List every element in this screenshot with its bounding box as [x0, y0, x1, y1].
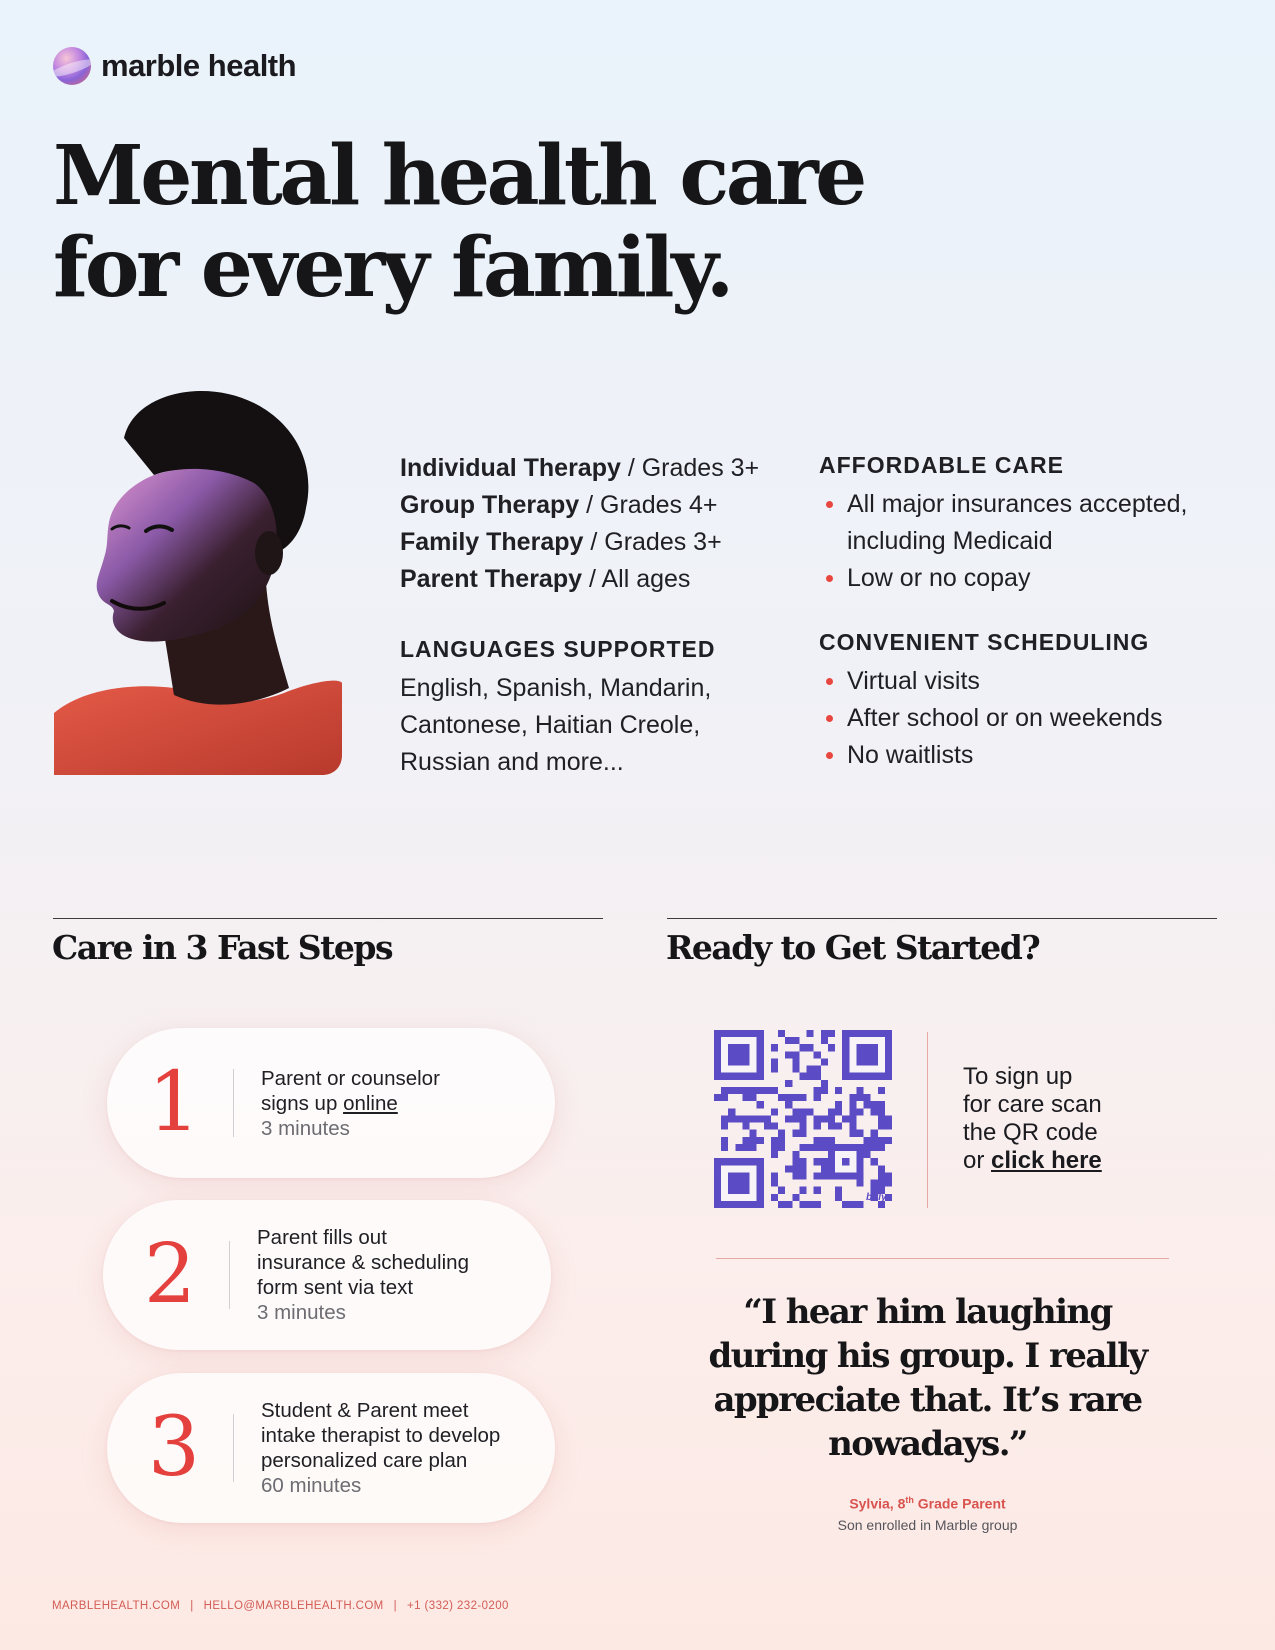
signup-text: To sign up for care scan the QR code or click here [963, 1063, 1102, 1174]
therapy-info [400, 450, 800, 781]
step-description: Student & Parent meet intake therapist to develop personalized care plan 60 minutes [261, 1399, 501, 1497]
divider [716, 1258, 1169, 1259]
footer-phone: +1 (332) 232-0200 [407, 1600, 509, 1612]
therapy-group: Group Therapy / Grades 4+ [400, 491, 718, 519]
languages-line: English, Spanish, Mandarin, [400, 674, 712, 702]
testimonial-subtitle: Son enrolled in Marble group [837, 1516, 1018, 1533]
qr-code[interactable] [714, 1030, 892, 1208]
step-card-1 [107, 1028, 555, 1178]
testimonial-quote: “I hear him laughing during his group. I really appreciate that. It’s rare nowadays.” [708, 1292, 1147, 1464]
scheduling-list [819, 663, 1259, 774]
divider [667, 918, 1217, 919]
footer-separator: | [190, 1600, 194, 1612]
step-card-2 [103, 1200, 551, 1350]
marble-logo-icon [53, 47, 91, 85]
brand-logo[interactable] [53, 47, 296, 85]
list-item: All major insurances accepted, including Medicaid [819, 486, 1219, 560]
footer-separator: | [393, 1600, 398, 1612]
headline-line-1: Mental health care [53, 128, 864, 224]
scheduling-section [819, 627, 1259, 774]
scheduling-title: CONVENIENT SCHEDULING [819, 629, 1150, 655]
testimonial-author: Sylvia, 8th Grade Parent [849, 1495, 1006, 1512]
brand-name: marble health [101, 48, 297, 83]
therapy-individual: Individual Therapy / Grades 3+ [400, 454, 760, 482]
divider [53, 918, 603, 919]
footer-email-link[interactable]: HELLO@MARBLEHEALTH.COM [203, 1600, 384, 1612]
portrait-image [54, 383, 342, 775]
step-number: 1 [147, 1055, 201, 1150]
list-item: Virtual visits [819, 663, 1259, 700]
list-item: After school or on weekends [819, 700, 1259, 737]
step-number: 3 [147, 1400, 201, 1495]
headline-line-2: for every family. [53, 220, 731, 316]
step-time: 60 minutes [261, 1474, 362, 1497]
get-started-title: Ready to Get Started? [666, 928, 1040, 967]
affordable-title: AFFORDABLE CARE [819, 452, 1064, 478]
step-card-3 [107, 1373, 555, 1523]
online-link[interactable]: online [343, 1091, 398, 1115]
languages-line: Cantonese, Haitian Creole, [400, 711, 701, 739]
step-number: 2 [143, 1227, 197, 1322]
therapy-family: Family Therapy / Grades 3+ [400, 528, 722, 556]
click-here-link[interactable]: click here [991, 1147, 1102, 1174]
footer-website-link[interactable]: MARBLEHEALTH.COM [52, 1600, 181, 1612]
languages-line: Russian and more... [400, 748, 624, 776]
page-headline [53, 130, 953, 314]
list-item: No waitlists [819, 737, 1259, 774]
languages-title: LANGUAGES SUPPORTED [400, 636, 716, 662]
divider [927, 1032, 928, 1208]
qr-brand-label: bitly [866, 1192, 887, 1203]
list-item: Low or no copay [819, 560, 1259, 597]
affordable-list [819, 486, 1259, 597]
steps-title: Care in 3 Fast Steps [52, 928, 393, 967]
step-description: Parent fills out insurance & scheduling form sent via text 3 minutes [257, 1226, 469, 1324]
step-time: 3 minutes [257, 1301, 346, 1324]
step-time: 3 minutes [261, 1116, 350, 1140]
testimonial-attribution [700, 1490, 1155, 1536]
languages-section [400, 634, 800, 781]
step-description: Parent or counselor signs up online 3 minutes [261, 1066, 440, 1140]
footer [52, 1600, 509, 1612]
benefits-info [819, 450, 1259, 774]
therapy-parent: Parent Therapy / All ages [400, 565, 691, 593]
